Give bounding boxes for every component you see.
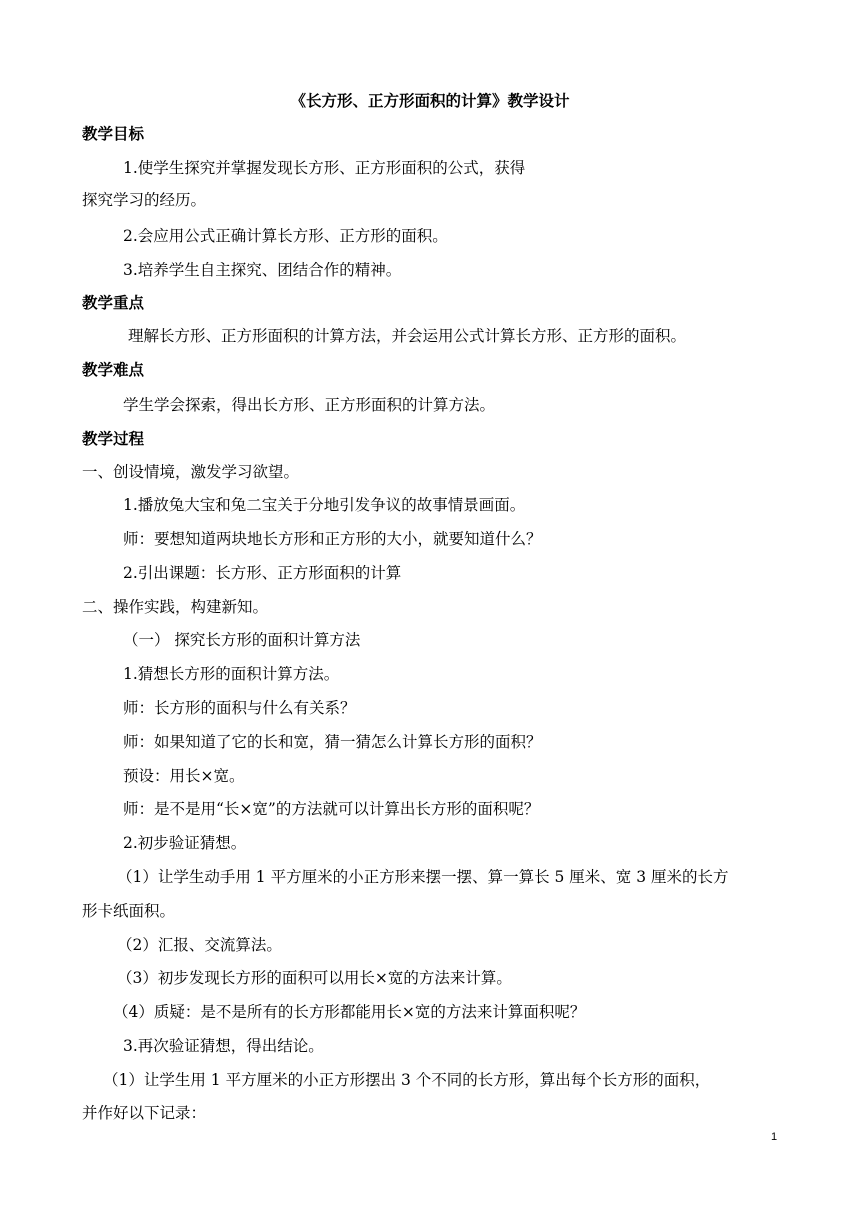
s2-paragraph-3: （3）初步发现长方形的面积可以用长×宽的方法来计算。 [117, 969, 512, 987]
s2-item-2: 2.初步验证猜想。 [123, 834, 247, 852]
s2-item-3: 3.再次验证猜想，得出结论。 [123, 1037, 324, 1055]
s1-teacher: 师：要想知道两块地长方形和正方形的大小，就要知道什么？ [123, 530, 542, 548]
s2-preset: 预设：用长×宽。 [123, 767, 245, 785]
section-2-title: 二、操作实践，构建新知。 [82, 598, 269, 616]
s2-paragraph-5-line-1: （1）让学生用 1 平方厘米的小正方形摆出 3 个不同的长方形，算出每个长方形的面积， [103, 1071, 711, 1089]
s1-item-2: 2.引出课题：长方形、正方形面积的计算 [123, 564, 402, 582]
goal-2: 2.会应用公式正确计算长方形、正方形的面积。 [123, 227, 448, 245]
goal-3: 3.培养学生自主探究、团结合作的精神。 [123, 261, 402, 279]
s2-subsection-1: （一） 探究长方形的面积计算方法 [123, 631, 361, 649]
s2-paragraph-1-line-1: （1）让学生动手用 1 平方厘米的小正方形来摆一摆、算一算长 5 厘米、宽 3 厘米的长方 [117, 868, 729, 886]
document-title: 《长方形、正方形面积的计算》教学设计 [290, 91, 570, 110]
s2-item-1: 1.猜想长方形的面积计算方法。 [123, 665, 340, 683]
s2-teacher-2: 师：如果知道了它的长和宽，猜一猜怎么计算长方形的面积？ [123, 733, 542, 751]
page-number: 1 [771, 1131, 778, 1143]
s2-paragraph-5-line-2: 并作好以下记录： [82, 1104, 207, 1122]
s2-paragraph-1-line-2: 形卡纸面积。 [82, 902, 176, 920]
s2-teacher-3: 师：是不是用“长×宽”的方法就可以计算出长方形的面积呢？ [123, 800, 540, 818]
process-heading: 教学过程 [82, 430, 145, 448]
section-1-title: 一、创设情境，激发学习欲望。 [82, 463, 300, 481]
difficulty-text: 学生学会探索，得出长方形、正方形面积的计算方法。 [123, 396, 496, 414]
s2-paragraph-2: （2）汇报、交流算法。 [117, 936, 282, 954]
s2-teacher-1: 师：长方形的面积与什么有关系？ [123, 699, 356, 717]
difficulty-heading: 教学难点 [82, 361, 145, 379]
s1-item-1: 1.播放兔大宝和兔二宝关于分地引发争议的故事情景画面。 [123, 496, 526, 514]
key-heading: 教学重点 [82, 294, 145, 312]
goals-heading: 教学目标 [82, 125, 145, 143]
s2-paragraph-4: （4）质疑：是不是所有的长方形都能用长×宽的方法来计算面积呢？ [113, 1003, 586, 1021]
goal-1-line-2: 探究学习的经历。 [82, 191, 207, 209]
goal-1-line-1: 1.使学生探究并掌握发现长方形、正方形面积的公式，获得 [123, 159, 526, 177]
key-text: 理解长方形、正方形面积的计算方法，并会运用公式计算长方形、正方形的面积。 [128, 327, 687, 345]
